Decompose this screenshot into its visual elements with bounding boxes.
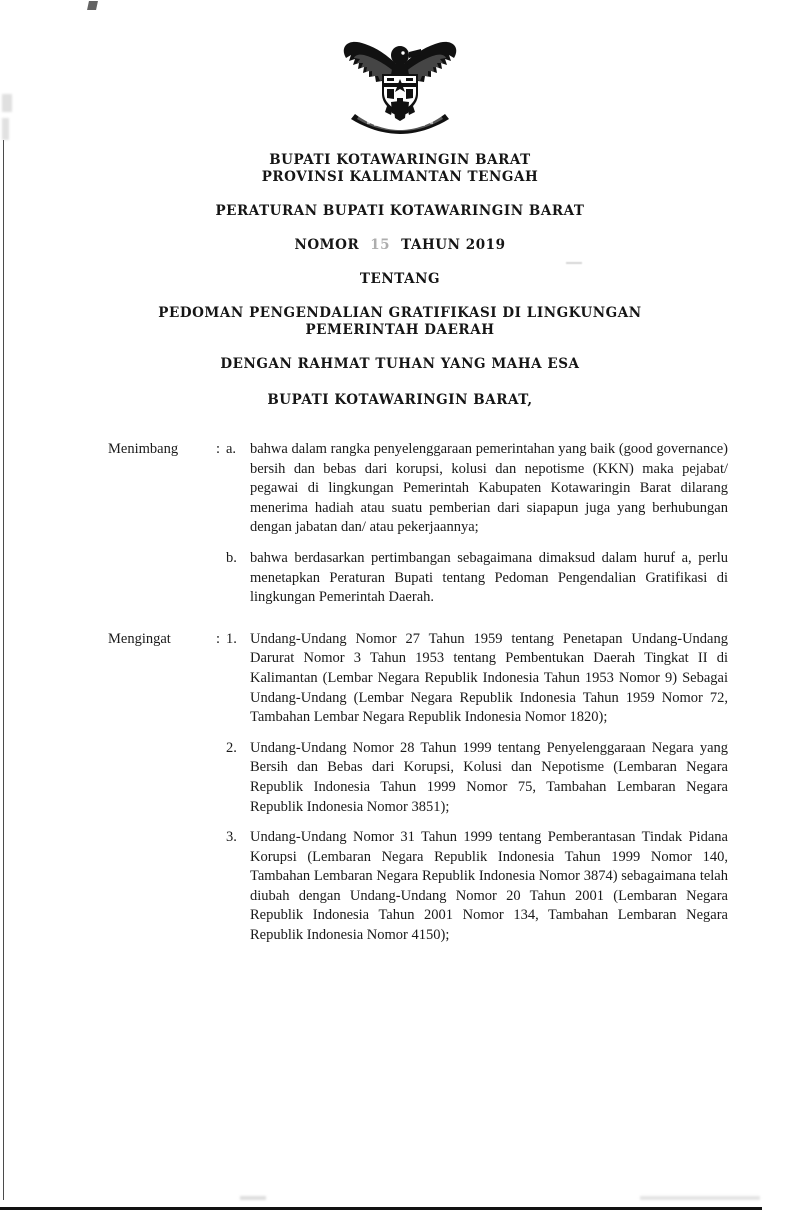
invocation-line: DENGAN RAHMAT TUHAN YANG MAHA ESA xyxy=(220,356,580,372)
list-item xyxy=(226,739,728,817)
clause-label: Menimbang xyxy=(108,441,179,457)
item-marker: b. xyxy=(226,549,237,566)
document-body xyxy=(0,440,800,946)
scan-artifact-smudge xyxy=(240,1196,266,1200)
clause-menimbang xyxy=(0,440,800,608)
regulation-number-value: 15 xyxy=(370,237,391,253)
item-marker: 2. xyxy=(226,739,237,756)
clause-colon: : xyxy=(216,630,221,647)
clause-item-list xyxy=(226,630,800,946)
issuer-title-line1: BUPATI KOTAWARINGIN BARAT xyxy=(269,152,531,168)
item-marker: 3. xyxy=(226,829,237,846)
list-item xyxy=(226,549,728,608)
emblem-container xyxy=(0,22,800,134)
list-item xyxy=(226,440,728,538)
nomor-label: NOMOR xyxy=(294,237,360,253)
item-marker: a. xyxy=(226,441,237,457)
clause-label: Mengingat xyxy=(108,630,171,647)
item-marker: 1. xyxy=(226,630,237,647)
subject-title-line2: PEMERINTAH DAERAH xyxy=(305,322,495,338)
tentang-label: TENTANG xyxy=(359,271,441,287)
clause-colon: : xyxy=(216,441,221,457)
item-text: Undang-Undang Nomor 27 Tahun 1959 tentang Penetapan Undang-Undang Darurat Nomor 3 Tahun 1953 tentang Pembentukan Daerah Tingkat II di Kalimantan (Lembar Negara Republik Indonesia Tahun 1953 Nomor 9) Sebagai Undang-Undang (Lembar Negara Republik Indonesia Tahun 1959 Nomor 72, Tambahan Lembar Negara Republik Indonesia Nomor 1820); xyxy=(250,630,728,726)
regulation-number-line xyxy=(60,237,740,254)
scan-artifact-speck xyxy=(87,1,98,10)
list-item xyxy=(226,630,728,728)
subject-title-line1: PEDOMAN PENGENDALIAN GRATIFIKASI DI LINGKUNGAN xyxy=(158,305,642,321)
item-text: bahwa dalam rangka penyelenggaraan pemerintahan yang baik (good governance) bersih dan bebas dari korupsi, kolusi dan nepotisme (KKN) maka pejabat/ pegawai di lingkungan Pemerintah Kabupaten Kotawaringin Barat dilarang menerima hadiah atau suatu pemberian dari siapapun juga yang berhubungan dengan jabatan dan/ atau pekerjaannya; xyxy=(250,441,728,536)
regulation-type-title: PERATURAN BUPATI KOTAWARINGIN BARAT xyxy=(215,203,585,219)
garuda-pancasila-emblem xyxy=(337,22,463,134)
issuer-title-line2: PROVINSI KALIMANTAN TENGAH xyxy=(261,169,539,185)
item-text: Undang-Undang Nomor 31 Tahun 1999 tentang Pemberantasan Tindak Pidana Korupsi (Lembaran Negara Republik Indonesia Tahun 1999 Nomor 140, Tambahan Lembaran Negara Republik Indonesia Nomor 3874) sebagaimana telah diubah dengan Undang-Undang Nomor 20 Tahun 2001 (Lembaran Negara Republik Indonesia Tahun 2001 Nomor 134, Tambahan Lembaran Negara Republik Indonesia Nomor 4150); xyxy=(250,829,728,944)
scan-artifact-smudge xyxy=(640,1196,760,1200)
authority-line: BUPATI KOTAWARINGIN BARAT, xyxy=(267,392,533,408)
document-heading xyxy=(60,152,740,409)
item-text: bahwa berdasarkan pertimbangan sebagaimana dimaksud dalam huruf a, perlu menetapkan Peraturan Bupati tentang Pedoman Pengendalian Gratifikasi di lingkungan Pemerintah Daerah. xyxy=(250,549,728,606)
item-text: Undang-Undang Nomor 28 Tahun 1999 tentang Penyelenggaraan Negara yang Bersih dan Bebas dari Korupsi, Kolusi dan Nepotisme (Lembaran Negara Republik Indonesia Tahun 1999 Nomor 75, Tambahan Lembaran Negara Republik Indonesia Nomor 3851); xyxy=(250,739,728,815)
clause-mengingat xyxy=(0,630,800,946)
list-item xyxy=(226,828,728,946)
tahun-label: TAHUN 2019 xyxy=(401,237,506,253)
clause-item-list xyxy=(226,440,800,608)
scan-edge-line-bottom xyxy=(0,1207,762,1210)
